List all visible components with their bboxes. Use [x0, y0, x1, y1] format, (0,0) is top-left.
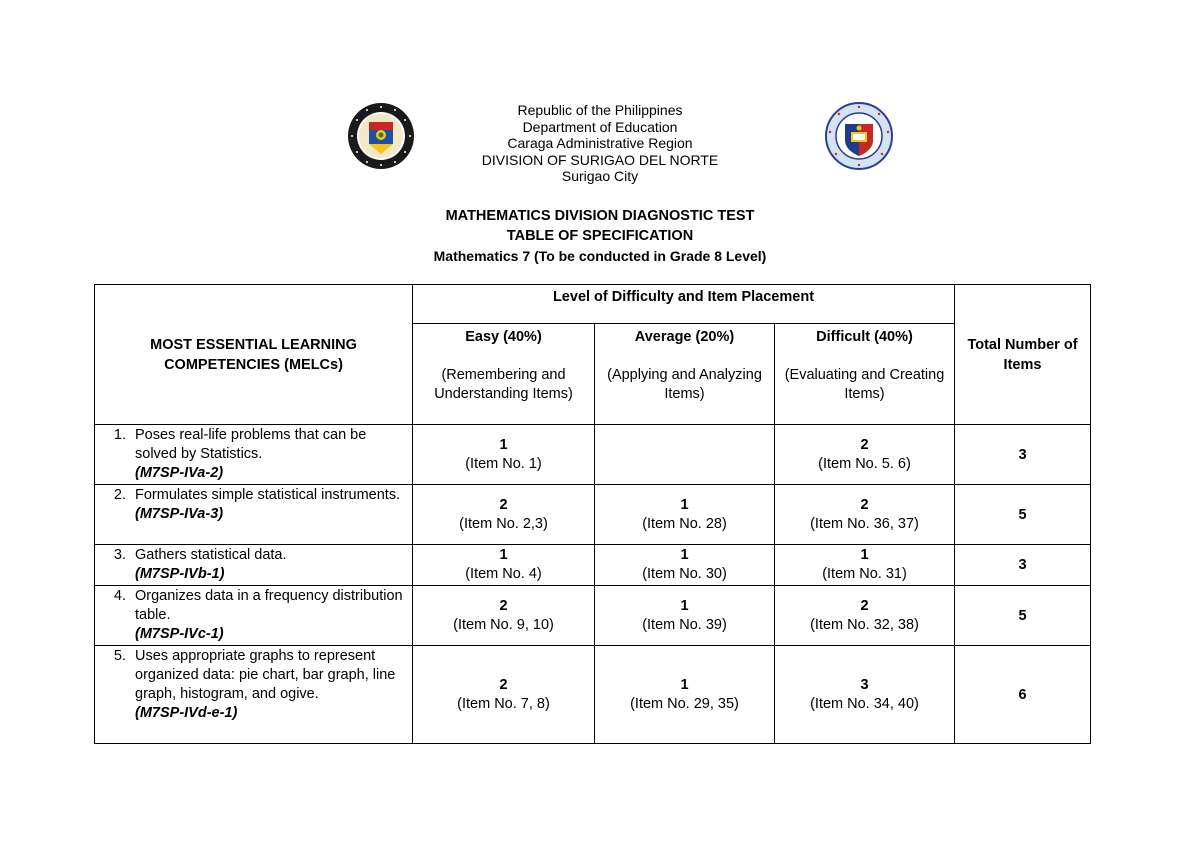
competency-number: 3.	[113, 547, 126, 563]
average-items: (Item No. 39)	[642, 616, 727, 633]
table-row	[95, 485, 1091, 545]
table-row	[95, 425, 1091, 485]
average-cell	[595, 485, 775, 545]
header-difficult-label: Difficult (40%)	[816, 329, 913, 345]
letterhead	[0, 102, 1200, 185]
average-items: (Item No. 28)	[642, 515, 727, 532]
competency-cell	[95, 425, 413, 485]
header-average-label: Average (20%)	[634, 329, 735, 345]
competency-text: Uses appropriate graphs to represent organized data: pie chart, bar graph, line graph, histogram, and ogive.	[135, 648, 396, 702]
difficult-items: (Item No. 36, 37)	[810, 515, 919, 532]
header-easy-label: Easy (40%)	[465, 329, 542, 345]
average-count: 1	[680, 676, 689, 693]
easy-items: (Item No. 2,3)	[459, 515, 548, 532]
table-row	[95, 646, 1091, 744]
difficult-count: 2	[860, 436, 869, 453]
competency-cell	[95, 545, 413, 586]
easy-count: 2	[499, 597, 508, 614]
competency-text: Formulates simple statistical instruments.	[135, 487, 401, 503]
average-cell	[595, 646, 775, 744]
difficult-items: (Item No. 5. 6)	[818, 455, 911, 472]
easy-items: (Item No. 1)	[465, 455, 542, 472]
competency-code: (M7SP-IVa-3)	[135, 506, 224, 522]
easy-cell	[413, 545, 595, 586]
table-row	[95, 586, 1091, 646]
difficult-count: 2	[860, 496, 869, 513]
easy-count: 1	[499, 547, 508, 563]
competency-code: (M7SP-IVb-1)	[135, 566, 225, 582]
competency-number: 4.	[113, 588, 126, 604]
average-cell	[595, 425, 775, 485]
difficult-items: (Item No. 34, 40)	[810, 695, 919, 712]
letterhead-division: DIVISION OF SURIGAO DEL NORTE	[481, 151, 719, 168]
difficult-cell	[775, 425, 955, 485]
difficult-cell	[775, 586, 955, 646]
average-count: 1	[680, 597, 689, 614]
difficult-cell	[775, 485, 955, 545]
header-easy-desc: (Remembering and Understanding Items)	[434, 367, 573, 402]
difficult-count: 2	[860, 597, 869, 614]
header-difficult	[775, 324, 955, 425]
title-main: MATHEMATICS DIVISION DIAGNOSTIC TEST	[445, 208, 755, 224]
competency-code: (M7SP-IVc-1)	[135, 626, 224, 642]
total-cell: 6	[955, 646, 1091, 744]
average-cell	[595, 545, 775, 586]
header-melc: MOST ESSENTIAL LEARNING COMPETENCIES (MELCs)	[95, 285, 413, 425]
average-items: (Item No. 29, 35)	[630, 695, 739, 712]
competency-text: Organizes data in a frequency distribution table.	[135, 588, 403, 623]
table-of-specification	[94, 284, 1091, 744]
total-cell: 5	[955, 586, 1091, 646]
average-count: 1	[680, 496, 689, 513]
easy-cell	[413, 586, 595, 646]
difficult-cell	[775, 646, 955, 744]
header-average-desc: (Applying and Analyzing Items)	[607, 367, 762, 402]
header-level-of-difficulty: Level of Difficulty and Item Placement	[413, 285, 955, 324]
easy-cell	[413, 425, 595, 485]
easy-items: (Item No. 4)	[465, 566, 542, 582]
table-header-row-1	[95, 285, 1091, 324]
competency-number: 1.	[113, 427, 126, 443]
title-table-of-specification: TABLE OF SPECIFICATION	[506, 228, 694, 244]
table-row	[95, 545, 1091, 586]
competency-code: (M7SP-IVa-2)	[135, 465, 224, 481]
average-cell	[595, 586, 775, 646]
competency-code: (M7SP-IVd-e-1)	[135, 705, 238, 721]
easy-items: (Item No. 9, 10)	[453, 616, 554, 633]
difficult-count: 3	[860, 676, 869, 693]
competency-cell	[95, 586, 413, 646]
title-subject: Mathematics 7 (To be conducted in Grade 8 Level)	[433, 248, 767, 264]
difficult-items: (Item No. 32, 38)	[810, 616, 919, 633]
easy-items: (Item No. 7, 8)	[457, 695, 550, 712]
average-count: 1	[680, 547, 689, 563]
difficult-items: (Item No. 31)	[822, 566, 907, 582]
easy-cell	[413, 646, 595, 744]
header-easy	[413, 324, 595, 425]
letterhead-country: Republic of the Philippines	[517, 102, 683, 118]
total-cell: 3	[955, 545, 1091, 586]
difficult-cell	[775, 545, 955, 586]
competency-text: Poses real-life problems that can be solved by Statistics.	[135, 427, 367, 462]
letterhead-department: Department of Education	[522, 118, 678, 135]
total-cell: 3	[955, 425, 1091, 485]
letterhead-region: Caraga Administrative Region	[507, 135, 693, 151]
competency-cell	[95, 646, 413, 744]
competency-number: 2.	[113, 487, 126, 503]
header-average	[595, 324, 775, 425]
header-difficult-desc: (Evaluating and Creating Items)	[784, 367, 945, 402]
competency-cell	[95, 485, 413, 545]
average-items: (Item No. 30)	[642, 566, 727, 582]
easy-count: 1	[499, 436, 508, 453]
competency-number: 5.	[113, 648, 126, 664]
competency-text: Gathers statistical data.	[135, 547, 287, 563]
total-cell: 5	[955, 485, 1091, 545]
difficult-count: 1	[860, 547, 869, 563]
easy-cell	[413, 485, 595, 545]
easy-count: 2	[499, 676, 508, 693]
easy-count: 2	[499, 496, 508, 513]
letterhead-city: Surigao City	[561, 168, 639, 184]
header-total-items: Total Number of Items	[955, 285, 1091, 425]
document-titles	[0, 206, 1200, 266]
